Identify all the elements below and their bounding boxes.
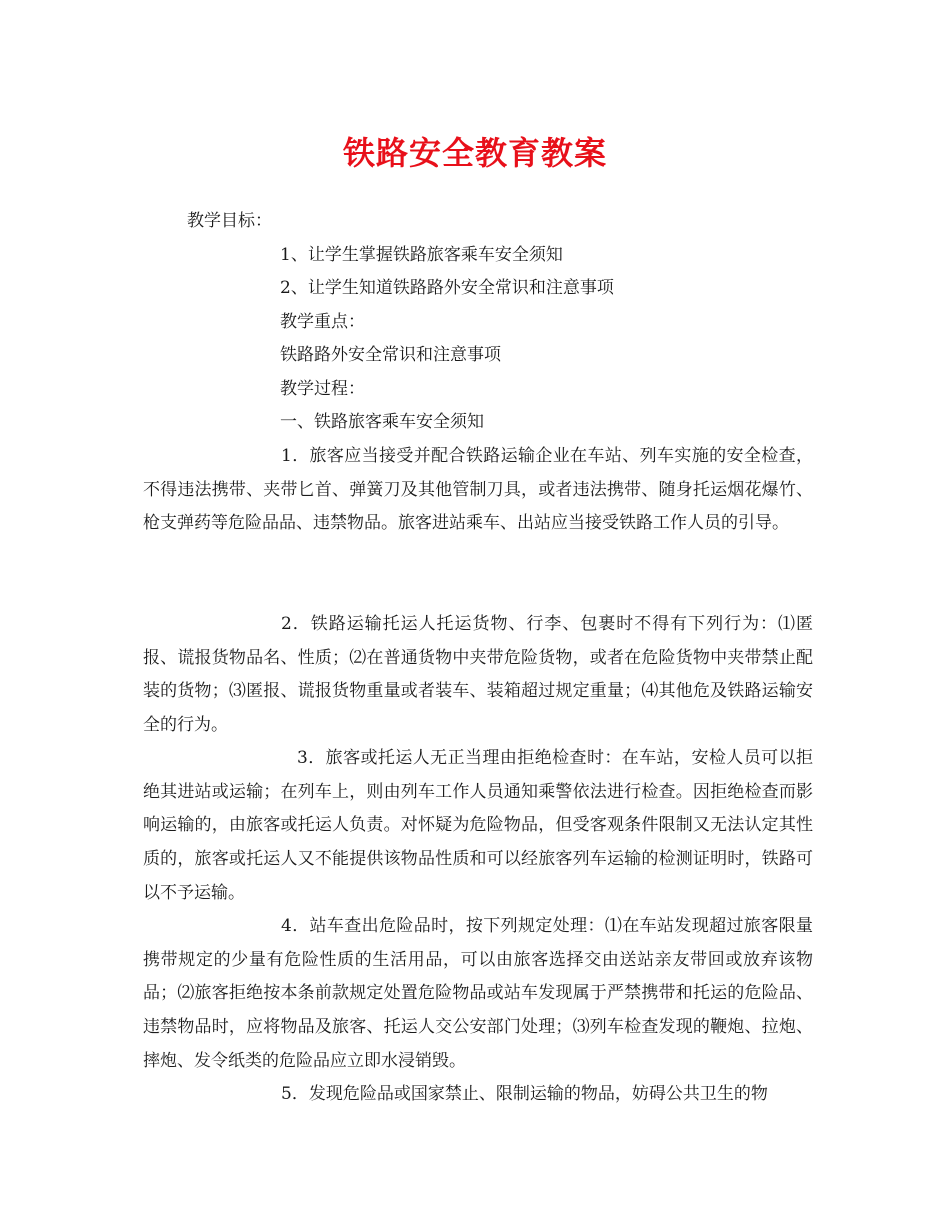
body-paragraph-3: 3．旅客或托运人无正当理由拒绝检查时：在车站，安检人员可以拒绝其进站或运输；在列车上，则由列车工作人员通知乘警依法进行检查。因拒绝检查而影响运输的，由旅客或托运人负责。对怀疑为危险物品，但受客观条件限制又无法认定其性质的，旅客或托运人又不能提供该物品性质和可以经旅客列车运输的检测证明时，铁路可以不予运输。 [143, 748, 813, 903]
section-heading: 一、铁路旅客乘车安全须知 [280, 412, 484, 432]
objectives-label: 教学目标： [187, 211, 272, 231]
body-paragraph-1: 1．旅客应当接受并配合铁路运输企业在车站、列车实施的安全检查，不得违法携带、夹带匕首、弹簧刀及其他管制刀具，或者违法携带、随身托运烟花爆竹、枪支弹药等危险品品、违禁物品。旅客进站乘车、出站应当接受铁路工作人员的引导。 [143, 446, 813, 534]
process-label: 教学过程： [280, 379, 365, 399]
objective-item-1: 1、让学生掌握铁路旅客乘车安全须知 [280, 245, 563, 265]
document-title: 铁路安全教育教案 [342, 134, 607, 172]
body-paragraph-4: 4．站车查出危险品时，按下列规定处理：⑴在车站发现超过旅客限量携带规定的少量有危险性质的生活用品，可以由旅客选择交由送站亲友带回或放弃该物品；⑵旅客拒绝按本条前款规定处置危险物品或站车发现属于严禁携带和托运的危险品、违禁物品时，应将物品及旅客、托运人交公安部门处理；⑶列车检查发现的鞭炮、拉炮、摔炮、发令纸类的危险品应立即水浸销毁。 [143, 916, 813, 1071]
focus-label: 教学重点： [280, 312, 365, 332]
body-paragraph-2: 2．铁路运输托运人托运货物、行李、包裹时不得有下列行为：⑴匿报、谎报货物品名、性质；⑵在普通货物中夹带危险货物，或者在危险货物中夹带禁止配装的货物；⑶匿报、谎报货物重量或者装车、装箱超过规定重量；⑷其他危及铁路运输安全的行为。 [143, 614, 813, 736]
body-paragraph-5: 5．发现危险品或国家禁止、限制运输的物品，妨碍公共卫生的物 [281, 1084, 768, 1104]
objective-item-2: 2、让学生知道铁路路外安全常识和注意事项 [280, 278, 614, 298]
focus-text: 铁路路外安全常识和注意事项 [280, 345, 501, 365]
